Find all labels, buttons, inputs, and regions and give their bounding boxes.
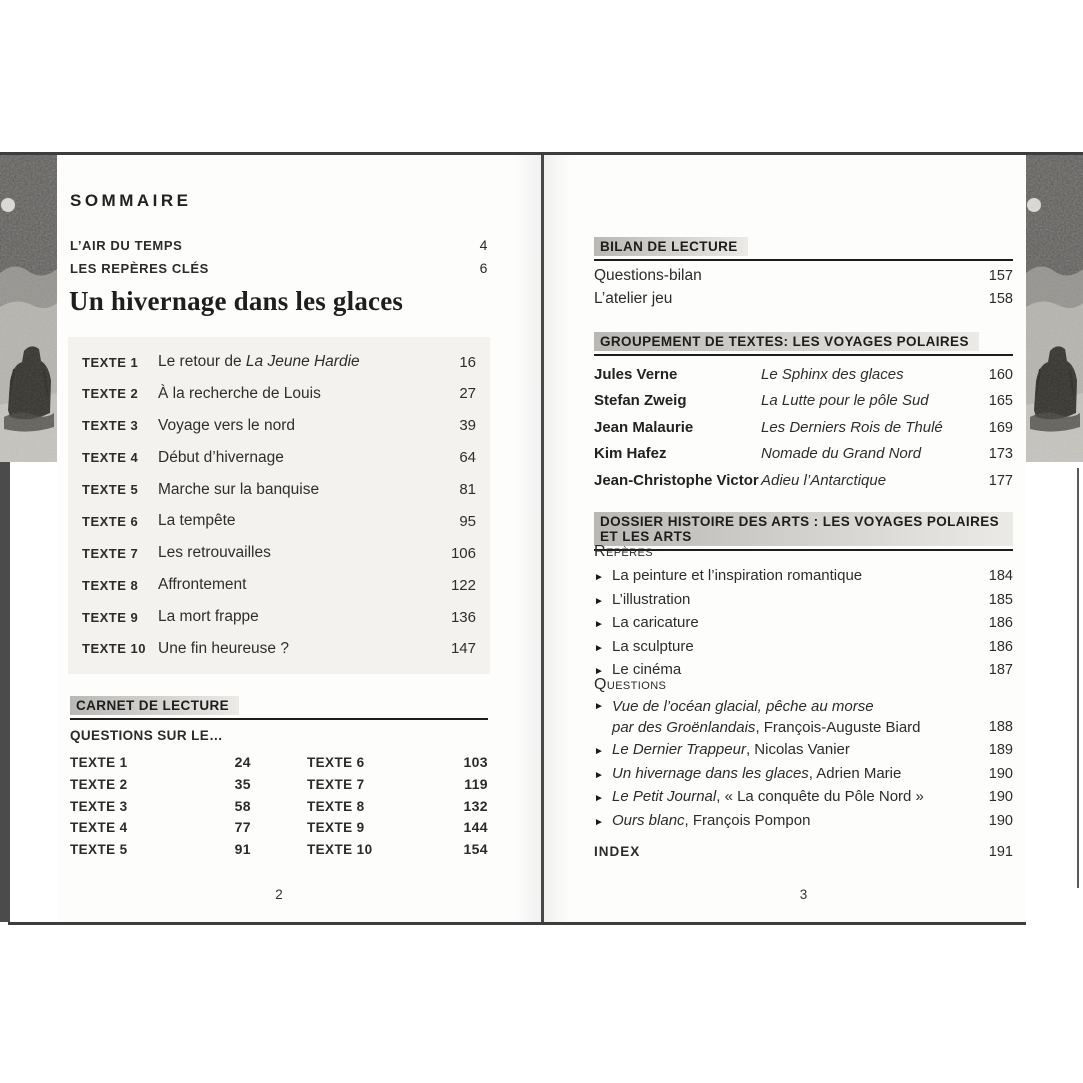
toc-entry: ► La peinture et l’inspiration romantique 184 [594,565,1013,589]
questions-label: Questions [594,676,667,693]
toc-entry: ► Le Dernier Trappeur, Nicolas Vanier 189 [594,739,1013,763]
toc-entry: Jean-Christophe Victor Adieu l’Antarctique 177 [594,471,1013,489]
bullet-icon: ► [594,746,604,757]
toc-entry-label: LES REPÈRES CLÉS [70,261,209,276]
section-header-bilan [594,237,1013,261]
bullet-icon: ► [594,816,604,828]
cover-engraving-right [1026,155,1083,462]
folio-left: 2 [275,887,283,902]
reperes-list [594,565,1013,683]
toc-entry: ► Ours blanc, François Pompon 190 [594,810,1013,834]
toc-entry: TEXTE 1 24 [70,754,251,770]
bullet-icon: ► [594,619,604,630]
open-book-spread [57,155,1026,922]
folio-right: 3 [799,887,808,902]
toc-entry: TEXTE 9 La mort frappe 136 [82,608,476,626]
toc-entry [70,234,488,257]
left-page [57,155,541,922]
toc-entry: ► Vue de l’océan glacial, pêche au morse par des Groënlandais, François-Auguste Biard 188 [594,696,1013,738]
toc-entry: Stefan Zweig La Lutte pour le pôle Sud 165 [594,392,1013,410]
front-matter-list [70,234,488,280]
toc-entry: ► La caricature 186 [594,612,1013,636]
toc-entry: TEXTE 5 91 [70,841,251,858]
toc-entry: Jules Verne Le Sphinx des glaces 160 [594,366,1013,383]
sommaire-title: SOMMAIRE [70,191,192,210]
toc-entry: ► Le Petit Journal, « La conquête du Pôle Nord » 190 [594,786,1013,810]
toc-entry: TEXTE 8 Affrontement 122 [82,576,476,594]
toc-entry: TEXTE 7 Les retrouvailles 106 [82,544,476,562]
carnet-questions-grid [70,752,488,861]
section-header-carnet [70,696,488,720]
cover-left-edge [0,462,10,922]
bullet-icon: ► [594,572,604,583]
right-page [544,155,1026,922]
toc-entry: Questions-bilan 157 [594,267,1013,284]
toc-entry: TEXTE 8 132 [307,797,488,814]
section-header-label: CARNET DE LECTURE [70,696,239,715]
toc-entry: Jean Malaurie Les Derniers Rois de Thulé 169 [594,418,1013,436]
carnet-column-2 [307,752,488,861]
toc-entry: ► L’illustration 185 [594,589,1013,613]
reperes-label: Repères [594,543,653,560]
bullet-icon: ► [594,666,604,677]
bullet-icon: ► [594,701,604,712]
toc-entry: ► La sculpture 186 [594,636,1013,660]
toc-entry: TEXTE 2 35 [70,775,251,792]
bullet-icon: ► [594,793,604,804]
toc-entry: L’atelier jeu 158 [594,289,1013,307]
cover-right-edge [1077,468,1079,888]
index-entry: INDEX 191 [594,844,1013,860]
section-header-label: DOSSIER HISTOIRE DES ARTS : LES VOYAGES POLAIRES ET LES ARTS [594,512,1013,546]
toc-entry: ► Le cinéma 187 [594,659,1013,683]
toc-entry: TEXTE 4 77 [70,819,251,836]
bullet-icon: ► [594,642,604,654]
section-header-label: BILAN DE LECTURE [594,237,748,256]
toc-entry: Kim Hafez Nomade du Grand Nord 173 [594,445,1013,463]
section-header-label: GROUPEMENT DE TEXTES: LES VOYAGES POLAIRES [594,332,979,351]
toc-entry: TEXTE 6 La tempête 95 [82,512,476,530]
toc-entry: TEXTE 6 103 [307,754,488,770]
toc-entry: TEXTE 10 154 [307,841,488,858]
carnet-subheader: QUESTIONS SUR LE… [70,728,224,743]
toc-entry: TEXTE 2 À la recherche de Louis 27 [82,384,476,403]
toc-entry: TEXTE 4 Début d’hivernage 64 [82,448,476,467]
toc-entry: TEXTE 9 144 [307,819,488,836]
toc-entry: TEXTE 1 Le retour de La Jeune Hardie 16 [82,353,476,371]
pages-bottom-edge [8,922,1026,925]
toc-entry: TEXTE 3 Voyage vers le nord 39 [82,416,476,435]
toc-entry [70,257,488,280]
cover-engraving-left [0,155,57,462]
work-title: Un hivernage dans les glaces [69,286,404,316]
toc-entry-page: 4 [479,237,488,253]
bullet-icon: ► [594,769,604,781]
section-header-dossier [594,512,1013,551]
bilan-list [594,265,1013,310]
questions-list [594,739,1013,833]
toc-entry: TEXTE 7 119 [307,775,488,792]
toc-entry: ► Un hivernage dans les glaces, Adrien Marie 190 [594,763,1013,787]
toc-entry: TEXTE 10 Une fin heureuse ? 147 [82,639,476,658]
toc-entry-page: 6 [479,260,488,276]
section-header-groupement [594,332,1013,356]
bullet-icon: ► [594,595,604,607]
texts-toc-panel [68,337,490,674]
toc-entry-label: L’AIR DU TEMPS [70,238,183,253]
toc-entry: TEXTE 3 58 [70,797,251,814]
carnet-column-1 [70,752,251,861]
toc-entry: TEXTE 5 Marche sur la banquise 81 [82,480,476,498]
groupement-list [594,362,1013,494]
